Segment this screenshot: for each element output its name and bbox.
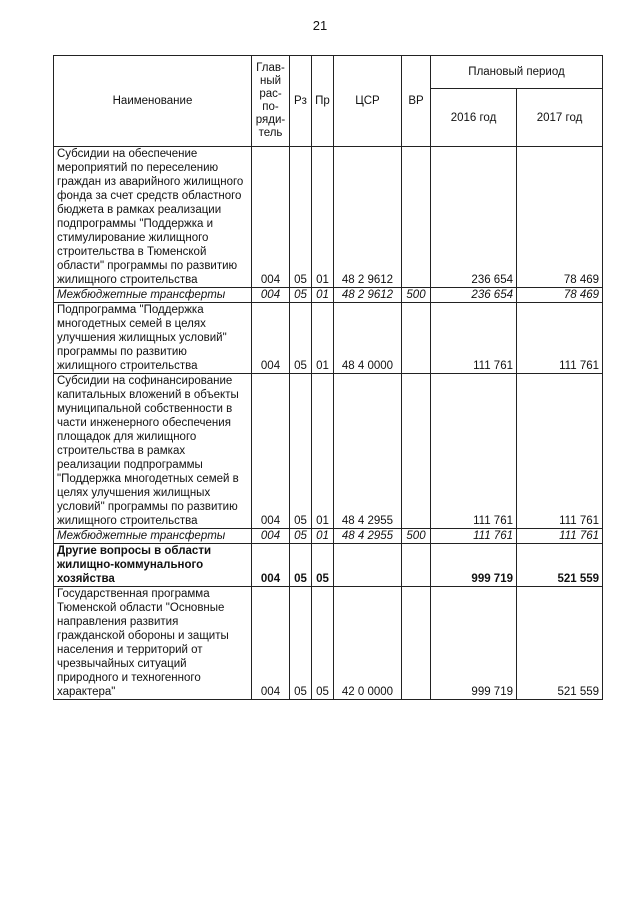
cell-2017: 111 761 [517, 303, 603, 374]
cell-vr: 500 [402, 529, 431, 544]
cell-name: Государственная программа Тюменской области "Основные направления развития гражданской обороны и защиты населения и территорий от чрезвычайных ситуаций природного и техногенного характера" [54, 587, 252, 700]
header-row [54, 56, 603, 89]
cell-2016: 111 761 [431, 374, 517, 529]
table-row [54, 544, 603, 587]
table-row [54, 374, 603, 529]
cell-name: Субсидии на обеспечение мероприятий по переселению граждан из аварийного жилищного фонда за счет средств областного бюджета в рамках реализации подпрограммы "Поддержка и стимулирование жилищного строительства в Тюменской области" программы по развитию жилищного строительства [54, 147, 252, 288]
cell-pr: 05 [312, 544, 334, 587]
header-planning-period: Плановый период [431, 56, 603, 89]
header-csr: ЦСР [334, 56, 402, 147]
cell-name: Межбюджетные трансферты [54, 529, 252, 544]
cell-csr: 48 4 2955 [334, 529, 402, 544]
cell-rz: 05 [290, 544, 312, 587]
cell-2017: 111 761 [517, 374, 603, 529]
page-number: 21 [312, 18, 328, 33]
cell-vr [402, 147, 431, 288]
cell-pr: 01 [312, 288, 334, 303]
cell-chief: 004 [252, 587, 290, 700]
cell-2017: 78 469 [517, 288, 603, 303]
cell-2016: 111 761 [431, 303, 517, 374]
cell-csr [334, 544, 402, 587]
cell-name: Межбюджетные трансферты [54, 288, 252, 303]
cell-rz: 05 [290, 303, 312, 374]
cell-csr: 48 2 9612 [334, 147, 402, 288]
cell-vr [402, 544, 431, 587]
cell-name: Подпрограмма "Поддержка многодетных семей в целях улучшения жилищных условий" программы по развитию жилищного строительства [54, 303, 252, 374]
cell-pr: 01 [312, 147, 334, 288]
header-year-2016: 2016 год [431, 89, 517, 147]
cell-2016: 236 654 [431, 147, 517, 288]
header-year-2017: 2017 год [517, 89, 603, 147]
table-row [54, 587, 603, 700]
table-row [54, 147, 603, 288]
cell-csr: 42 0 0000 [334, 587, 402, 700]
cell-2016: 236 654 [431, 288, 517, 303]
cell-2016: 999 719 [431, 587, 517, 700]
cell-csr: 48 2 9612 [334, 288, 402, 303]
cell-pr: 01 [312, 374, 334, 529]
cell-csr: 48 4 2955 [334, 374, 402, 529]
header-chief [252, 56, 290, 147]
cell-chief: 004 [252, 147, 290, 288]
cell-2017: 521 559 [517, 587, 603, 700]
cell-rz: 05 [290, 374, 312, 529]
cell-name: Субсидии на софинансирование капитальных вложений в объекты муниципальной собственности в части инженерного обеспечения площадок для жилищного строительства в рамках реализации подпрограммы "Поддержка многодетных семей в целях улучшения жилищных условий" программы по развитию жилищного строительства [54, 374, 252, 529]
header-vr: ВР [402, 56, 431, 147]
budget-table [53, 55, 603, 700]
cell-2016: 111 761 [431, 529, 517, 544]
cell-csr: 48 4 0000 [334, 303, 402, 374]
header-pr: Пр [312, 56, 334, 147]
table-row [54, 303, 603, 374]
cell-rz: 05 [290, 587, 312, 700]
cell-2017: 521 559 [517, 544, 603, 587]
cell-pr: 05 [312, 587, 334, 700]
header-rz: Рз [290, 56, 312, 147]
cell-vr [402, 587, 431, 700]
cell-vr [402, 303, 431, 374]
cell-chief: 004 [252, 544, 290, 587]
cell-vr [402, 374, 431, 529]
table-row [54, 529, 603, 544]
cell-chief: 004 [252, 303, 290, 374]
header-chief-text: Глав- ный рас- по- ряди- тель [255, 62, 286, 139]
cell-chief: 004 [252, 288, 290, 303]
cell-name: Другие вопросы в области жилищно-коммунального хозяйства [54, 544, 252, 587]
cell-pr: 01 [312, 303, 334, 374]
cell-chief: 004 [252, 374, 290, 529]
cell-2017: 78 469 [517, 147, 603, 288]
cell-vr: 500 [402, 288, 431, 303]
cell-chief: 004 [252, 529, 290, 544]
cell-rz: 05 [290, 288, 312, 303]
cell-rz: 05 [290, 147, 312, 288]
cell-rz: 05 [290, 529, 312, 544]
cell-2016: 999 719 [431, 544, 517, 587]
cell-pr: 01 [312, 529, 334, 544]
cell-2017: 111 761 [517, 529, 603, 544]
table-row [54, 288, 603, 303]
header-name: Наименование [54, 56, 252, 147]
